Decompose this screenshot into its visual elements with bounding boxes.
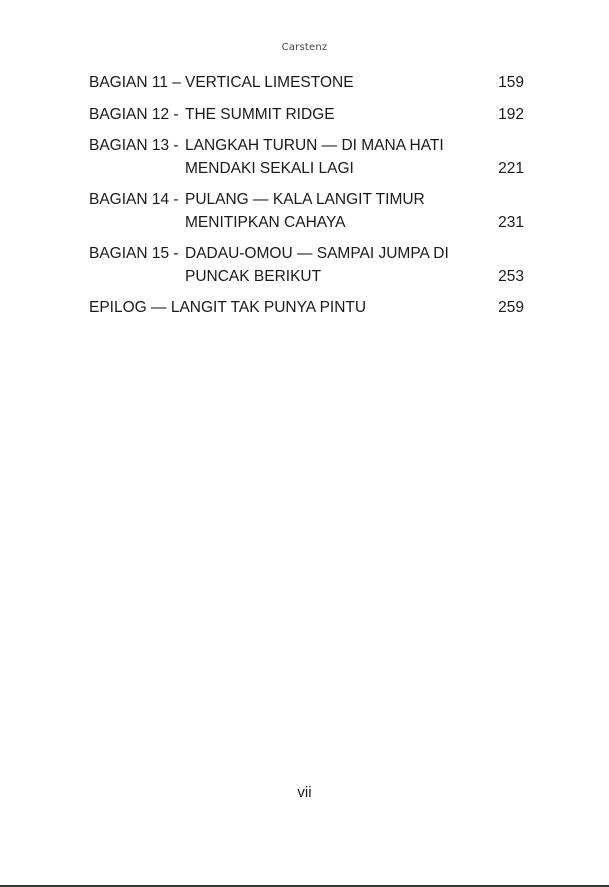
toc-entry-bagian-15[interactable] — [89, 243, 524, 288]
page-number: vii — [297, 784, 312, 801]
toc-entry-title: THE SUMMIT RIDGE — [185, 105, 335, 123]
toc-entry-page: 259 — [498, 299, 524, 316]
toc-entry-title: EPILOG — LANGIT TAK PUNYA PINTU — [89, 299, 367, 316]
toc-entry-page: 192 — [498, 105, 524, 123]
toc-entry-bagian-14[interactable] — [89, 189, 524, 234]
toc-entry-title: PULANG — KALA LANGIT TIMUR MENITIPKAN CAHAYA — [185, 191, 425, 231]
toc-entry-page: 221 — [498, 159, 524, 177]
toc-entry-title: LANGKAH TURUN — DI MANA HATI MENDAKI SEKALI LAGI — [185, 137, 444, 177]
toc-entry-page: 231 — [498, 213, 524, 231]
table-of-contents — [89, 72, 524, 329]
toc-entry-label: BAGIAN 14 - — [89, 191, 179, 208]
toc-entry-bagian-11[interactable] — [89, 72, 524, 95]
toc-entry-title: DADAU-OMOU — SAMPAI JUMPA DI PUNCAK BERIKUT — [185, 245, 449, 285]
toc-entry-label: BAGIAN 12 - — [89, 105, 179, 123]
toc-entry-title: VERTICAL LIMESTONE — [185, 74, 354, 91]
running-header: Carstenz — [281, 42, 328, 53]
toc-entry-epilog[interactable] — [89, 297, 524, 320]
toc-entry-page: 253 — [498, 267, 524, 285]
toc-entry-bagian-13[interactable] — [89, 135, 524, 180]
toc-entry-bagian-12[interactable] — [89, 104, 524, 127]
toc-entry-label: BAGIAN 13 - — [89, 137, 179, 154]
toc-entry-label: BAGIAN 15 - — [89, 245, 179, 262]
toc-entry-page: 159 — [498, 74, 524, 91]
toc-entry-label: BAGIAN 11 – — [89, 74, 181, 91]
